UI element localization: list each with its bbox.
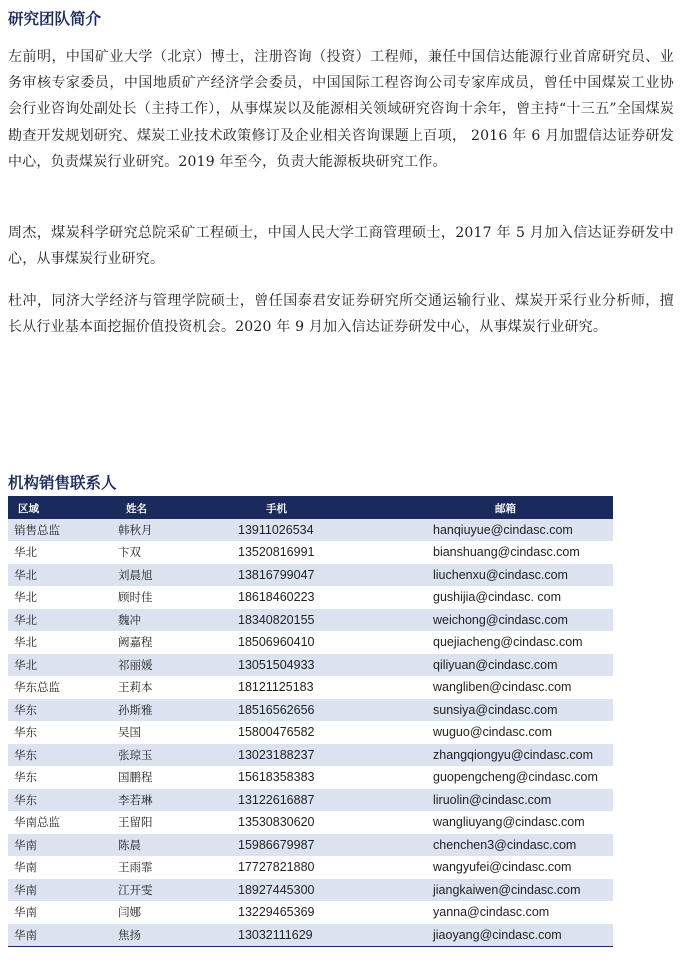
cell-phone: 18506960410: [238, 631, 433, 654]
table-row: [8, 924, 613, 947]
bio-zuo-qianming: 左前明，中国矿业大学（北京）博士，注册咨询（投资）工程师，兼任中国信达能源行业首席研究员、业务审核专家委员，中国地质矿产经济学会委员，中国国际工程咨询公司专家库成员，曾任中国煤炭工业协会行业咨询处副处长（主持工作），从事煤炭以及能源相关领域研究咨询十余年，曾主持“十三五”全国煤炭勘查开发规划研究、煤炭工业技术政策修订及企业相关咨询课题上百项， 2016 年 6 月加盟信达证券研发中心，负责煤炭行业研究。2019 年至今，负责大能源板块研究工作。: [8, 49, 674, 170]
cell-region: 华东: [8, 721, 118, 744]
cell-phone: 13530830620: [238, 811, 433, 834]
table-row: [8, 631, 613, 654]
cell-region: 华东: [8, 699, 118, 722]
cell-region: 华东总监: [8, 676, 118, 699]
cell-email: liruolin@cindasc.com: [433, 789, 613, 812]
cell-name: 刘晨旭: [118, 564, 238, 587]
cell-phone: 17727821880: [238, 856, 433, 879]
table-row: [8, 519, 613, 541]
cell-phone: 15800476582: [238, 721, 433, 744]
cell-phone: 13816799047: [238, 564, 433, 587]
cell-region: 华南总监: [8, 811, 118, 834]
cell-name: 魏冲: [118, 609, 238, 632]
cell-name: 陈晨: [118, 834, 238, 857]
cell-phone: 13051504933: [238, 654, 433, 677]
cell-region: 华北: [8, 586, 118, 609]
cell-phone: 18927445300: [238, 879, 433, 902]
cell-region: 销售总监: [8, 519, 118, 541]
cell-region: 华北: [8, 631, 118, 654]
cell-phone: 18516562656: [238, 699, 433, 722]
cell-region: 华南: [8, 856, 118, 879]
table-row: [8, 901, 613, 924]
cell-phone: 13023188237: [238, 744, 433, 767]
header-phone: 手机: [238, 497, 433, 519]
sales-section-title: 机构销售联系人: [8, 474, 117, 492]
cell-phone: 18121125183: [238, 676, 433, 699]
cell-phone: 15618358383: [238, 766, 433, 789]
table-row: [8, 744, 613, 767]
cell-region: 华东: [8, 744, 118, 767]
table-row: [8, 586, 613, 609]
cell-name: 韩秋月: [118, 519, 238, 541]
cell-name: 闫娜: [118, 901, 238, 924]
table-row: [8, 609, 613, 632]
cell-phone: 13520816991: [238, 541, 433, 564]
cell-phone: 18618460223: [238, 586, 433, 609]
cell-region: 华东: [8, 789, 118, 812]
cell-phone: 18340820155: [238, 609, 433, 632]
cell-name: 卞双: [118, 541, 238, 564]
cell-email: liuchenxu@cindasc.com: [433, 564, 613, 587]
bio-zhou-jie: 周杰，煤炭科学研究总院采矿工程硕士，中国人民大学工商管理硕士，2017 年 5 月加入信达证券研发中心，从事煤炭行业研究。: [8, 225, 674, 268]
cell-email: jiangkaiwen@cindasc.com: [433, 879, 613, 902]
table-row: [8, 834, 613, 857]
sales-contacts-table: [8, 496, 613, 947]
cell-email: weichong@cindasc.com: [433, 609, 613, 632]
cell-phone: 15986679987: [238, 834, 433, 857]
cell-name: 祁丽媛: [118, 654, 238, 677]
cell-email: wangyufei@cindasc.com: [433, 856, 613, 879]
cell-email: yanna@cindasc.com: [433, 901, 613, 924]
cell-region: 华北: [8, 541, 118, 564]
cell-name: 阙嘉程: [118, 631, 238, 654]
cell-email: quejiacheng@cindasc.com: [433, 631, 613, 654]
cell-name: 焦扬: [118, 924, 238, 947]
cell-email: wuguo@cindasc.com: [433, 721, 613, 744]
cell-name: 吴国: [118, 721, 238, 744]
cell-region: 华南: [8, 834, 118, 857]
table-row: [8, 699, 613, 722]
cell-email: bianshuang@cindasc.com: [433, 541, 613, 564]
table-row: [8, 676, 613, 699]
cell-name: 王莉本: [118, 676, 238, 699]
cell-name: 李若琳: [118, 789, 238, 812]
table-row: [8, 654, 613, 677]
cell-region: 华南: [8, 901, 118, 924]
cell-email: hanqiuyue@cindasc.com: [433, 519, 613, 541]
cell-phone: 13122616887: [238, 789, 433, 812]
cell-region: 华东: [8, 766, 118, 789]
table-row: [8, 541, 613, 564]
cell-email: jiaoyang@cindasc.com: [433, 924, 613, 947]
cell-email: wangliben@cindasc.com: [433, 676, 613, 699]
cell-email: zhangqiongyu@cindasc.com: [433, 744, 613, 767]
cell-region: 华北: [8, 609, 118, 632]
cell-email: qiliyuan@cindasc.com: [433, 654, 613, 677]
table-row: [8, 811, 613, 834]
header-region: 区域: [8, 497, 118, 519]
cell-phone: 13911026534: [238, 519, 433, 541]
team-section-title: 研究团队简介: [8, 10, 102, 28]
table-row: [8, 879, 613, 902]
header-name: 姓名: [118, 497, 238, 519]
cell-name: 王雨霏: [118, 856, 238, 879]
cell-name: 王留阳: [118, 811, 238, 834]
table-row: [8, 856, 613, 879]
cell-name: 孙斯雅: [118, 699, 238, 722]
bio-du-chong: 杜冲，同济大学经济与管理学院硕士，曾任国泰君安证券研究所交通运输行业、煤炭开采行业分析师，擅长从行业基本面挖掘价值投资机会。2020 年 9 月加入信达证券研发中心，从事煤炭行业研究。: [8, 293, 674, 336]
cell-email: gushijia@cindasc. com: [433, 586, 613, 609]
table-row: [8, 564, 613, 587]
cell-region: 华南: [8, 924, 118, 947]
cell-name: 江开雯: [118, 879, 238, 902]
table-header-row: [8, 497, 613, 519]
cell-region: 华北: [8, 654, 118, 677]
cell-name: 国鹏程: [118, 766, 238, 789]
cell-email: guopengcheng@cindasc.com: [433, 766, 613, 789]
cell-email: chenchen3@cindasc.com: [433, 834, 613, 857]
cell-email: sunsiya@cindasc.com: [433, 699, 613, 722]
cell-name: 张琼玉: [118, 744, 238, 767]
cell-name: 顾时佳: [118, 586, 238, 609]
cell-phone: 13032111629: [238, 924, 433, 947]
cell-region: 华北: [8, 564, 118, 587]
cell-region: 华南: [8, 879, 118, 902]
table-row: [8, 789, 613, 812]
cell-email: wangliuyang@cindasc.com: [433, 811, 613, 834]
header-email: 邮箱: [433, 497, 613, 519]
cell-phone: 13229465369: [238, 901, 433, 924]
table-row: [8, 766, 613, 789]
table-row: [8, 721, 613, 744]
